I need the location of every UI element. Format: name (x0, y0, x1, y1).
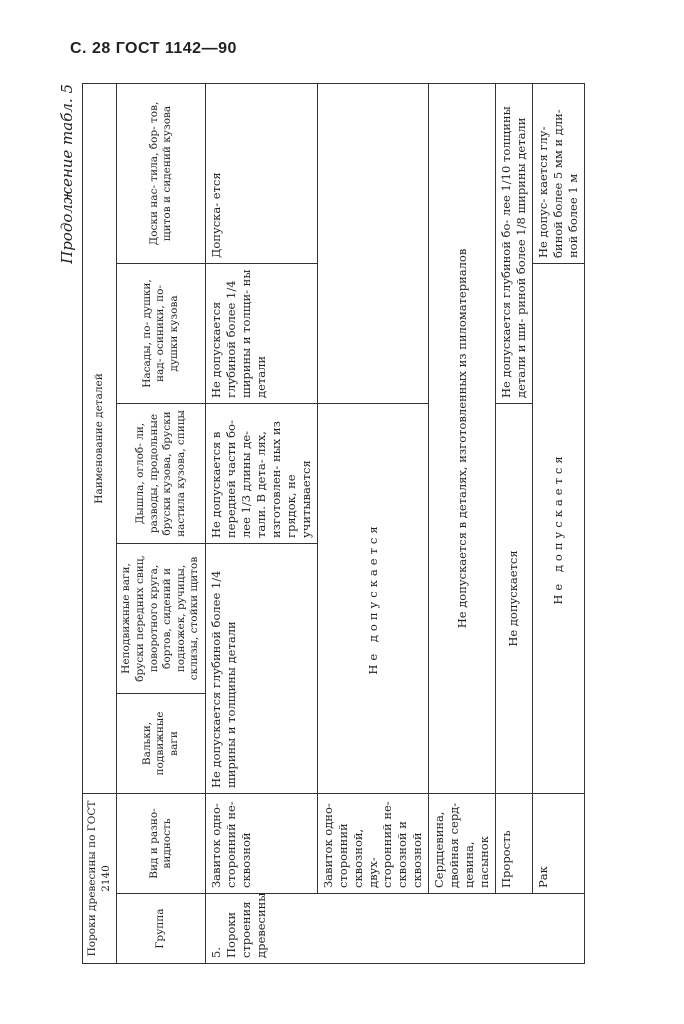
row1-c12: Не допускается глубиной более 1/4 ширины и толщины детали (206, 544, 318, 794)
header-col2: Неподвижные ваги, бруски передних свиц, поворотного круга, бортов, сидений и подножек, ручицы, склизы, стойки щитов (117, 544, 206, 694)
page-header: С. 28 ГОСТ 1142—90 (70, 40, 237, 57)
row3-kind: Сердцевина, двойная серд- цевина, пасынок (429, 794, 496, 894)
row5-c5: Не допус- кается глу- биной более 5 мм и дли- ной более 1 м (532, 83, 584, 263)
row1-c4: Не допускается глубиной более 1/4 ширины и толщи- ны детали (206, 264, 318, 404)
header-col4: Насады, по- душки, над- осиники, по- душки кузова (117, 264, 206, 404)
row4-c123: Не допускается (496, 404, 533, 794)
row4-c45: Не допускается глубиной бо- лее 1/10 толщины детали и ши- риной более 1/8 ширины детали (496, 83, 533, 403)
defects-table (82, 83, 585, 964)
row4-kind: Прорость (496, 794, 533, 894)
row5-c1234: Не допускается (532, 264, 584, 794)
header-col3: Дышла, оглоб- ли, разводы, продольные бруски кузова, бруски настила кузова, спицы (117, 404, 206, 544)
header-col1: Вальки, подвижные ваги (117, 694, 206, 794)
header-defects: Пороки древесины по ГОСТ 2140 (83, 794, 117, 964)
row1-c3: Не допускается в передней части бо- лее 1/3 длины де- тали. В дета- лях, изготовлен- ных из грядок, не учитывается (206, 404, 318, 544)
table-caption: Продолжение табл. 5 (58, 84, 76, 264)
row1-kind: Завиток одно- сторонний не- сквозной (206, 794, 318, 894)
rotated-table-area (58, 84, 668, 964)
group-cell: 5. Пороки строения древесины (206, 894, 585, 964)
row1-c5: Допуска- ется (206, 83, 318, 263)
row5-kind: Рак (532, 794, 584, 894)
header-group: Группа (117, 894, 206, 964)
row2-kind: Завиток одно- сторонний сквозной, двух- сторонний не- сквозной и сквозной (317, 794, 429, 894)
header-kind: Вид и разно- видность (117, 794, 206, 894)
row3-c: Не допускается в деталях, изготовленных из пиломатериалов (429, 83, 496, 793)
header-parts: Наименование деталей (83, 83, 117, 793)
row2-empty (317, 83, 429, 403)
header-col5: Доски нас- тила, бор- тов, щитов и сидений кузова (117, 83, 206, 263)
row2-c123: Не допускается (317, 404, 429, 794)
